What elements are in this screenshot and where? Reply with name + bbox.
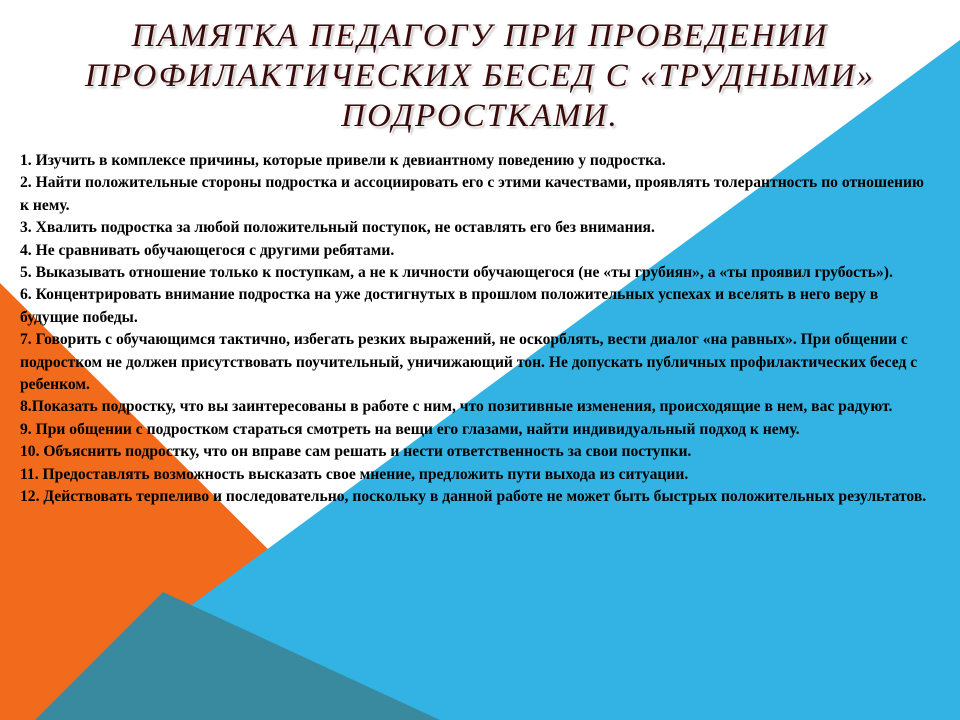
title-line-2: ПРОФИЛАКТИЧЕСКИХ БЕСЕД С «ТРУДНЫМИ» (84, 58, 876, 94)
list-item-12: 12. Действовать терпеливо и последовательно, поскольку в данной работе не может быть быстрых положительных результатов. (20, 488, 927, 506)
list-item-9: 9. При общении с подростком стараться смотреть на вещи его глазами, найти индивидуальный подход к нему. (20, 420, 800, 438)
list-item-8: 8.Показать подростку, что вы заинтересованы в работе с ним, что позитивные изменения, происходящие в нем, вас радуют. (20, 398, 893, 416)
list-item-11: 11. Предоставлять возможность высказать свое мнение, предложить пути выхода из ситуации. (20, 465, 689, 483)
title-line-1: ПАМЯТКА ПЕДАГОГУ ПРИ ПРОВЕДЕНИИ (131, 18, 829, 54)
list-item-2: 2. Найти положительные стороны подростка и ассоциировать его с этими качествами, проявлять толерантность по отношению к нему. (20, 174, 924, 214)
list-item-3: 3. Хвалить подростка за любой положительный поступок, не оставлять его без внимания. (20, 219, 655, 237)
list-item-5: 5. Выказывать отношение только к поступкам, а не к личности обучающегося (не «ты грубиян», а «ты проявил грубость»). (20, 264, 893, 282)
list-item-7: 7. Говорить с обучающимся тактично, избегать резких выражений, не оскорблять, вести диалог «на равных». При общении с подростком не должен присутствовать поучительный, уничижающий тон. Не допускать публичных профилактических бесед с ребенком. (20, 331, 918, 394)
recommendations-list (20, 150, 935, 509)
title-line-3: ПОДРОСТКАМИ. (341, 98, 619, 134)
list-item-10: 10. Объяснить подростку, что он вправе сам решать и нести ответственность за свои поступки. (20, 443, 692, 461)
list-item-6: 6. Концентрировать внимание подростка на уже достигнутых в прошлом положительных успехах и вселять в него веру в будущие победы. (20, 286, 879, 326)
list-item-4: 4. Не сравнивать обучающегося с другими ребятами. (20, 241, 395, 259)
slide-title (30, 16, 930, 136)
list-item-1: 1. Изучить в комплексе причины, которые привели к девиантному поведению у подростка. (20, 152, 666, 169)
